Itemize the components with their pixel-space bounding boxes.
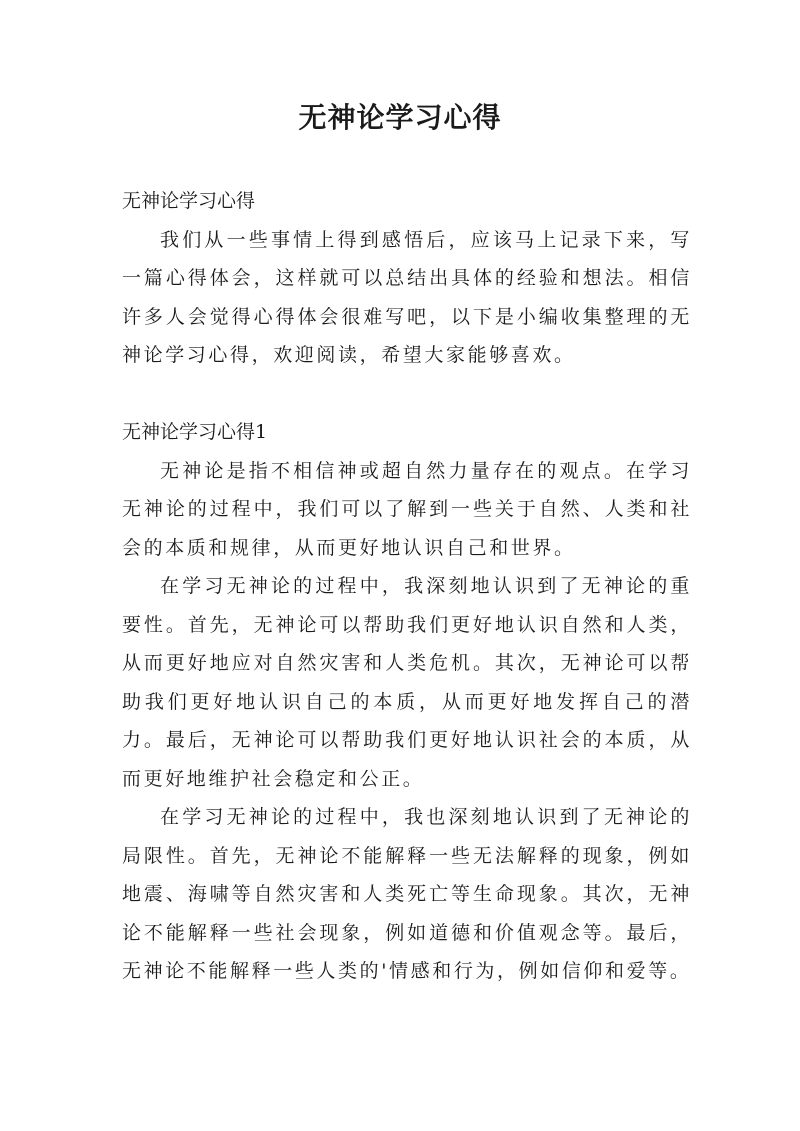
body-paragraph: 无神论是指不相信神或超自然力量存在的观点。在学习无神论的过程中，我们可以了解到一些关于自然、人类和社会的本质和规律，从而更好地认识自己和世界。 bbox=[122, 459, 692, 559]
intro-paragraph: 我们从一些事情上得到感悟后，应该马上记录下来，写一篇心得体会，这样就可以总结出具体的经验和想法。相信许多人会觉得心得体会很难写吧，以下是小编收集整理的无神论学习心得，欢迎阅读，希望大家能够喜欢。 bbox=[122, 228, 692, 366]
document-body bbox=[122, 182, 692, 991]
document-subtitle: 无神论学习心得 bbox=[122, 190, 256, 212]
document-title: 无神论学习心得 bbox=[298, 101, 502, 134]
body-paragraph: 在学习无神论的过程中，我深刻地认识到了无神论的重要性。首先，无神论可以帮助我们更好地认识自然和人类，从而更好地应对自然灾害和人类危机。其次，无神论可以帮助我们更好地认识自己的本质，从而更好地发挥自己的潜力。最后，无神论可以帮助我们更好地认识社会的本质，从而更好地维护社会稳定和公正。 bbox=[122, 575, 692, 790]
section-heading: 无神论学习心得1 bbox=[122, 421, 268, 443]
body-paragraph: 在学习无神论的过程中，我也深刻地认识到了无神论的局限性。首先，无神论不能解释一些无法解释的现象，例如地震、海啸等自然灾害和人类死亡等生命现象。其次，无神论不能解释一些社会现象，例如道德和价值观念等。最后，无神论不能解释一些人类的'情感和行为，例如信仰和爱等。 bbox=[122, 806, 692, 982]
